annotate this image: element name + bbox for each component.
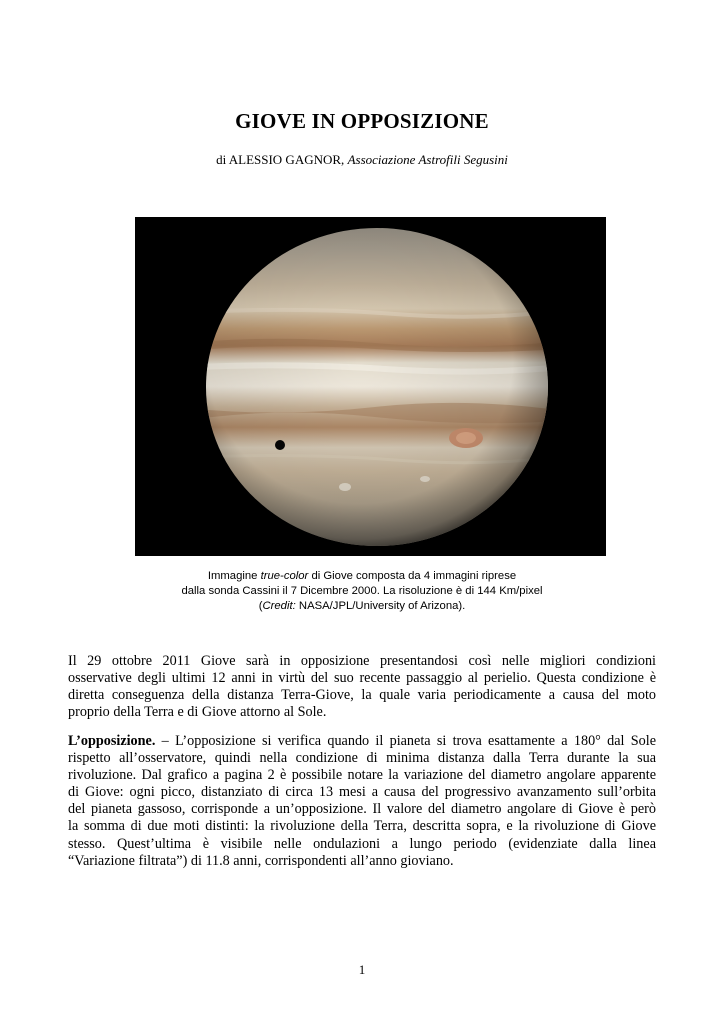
text-line: L’opposizione. – L’opposizione si verifica quando il pianeta si trova esattamente a 180° dal Sole — [68, 733, 656, 749]
caption-line: dalla sonda Cassini il 7 Dicembre 2000. La risoluzione è di 144 Km/pixel — [181, 585, 543, 597]
text-line: rivoluzione. Dal grafico a pagina 2 è possibile notare la variazione del diametro angolare apparente — [68, 767, 656, 784]
text-line: rispetto all’osservatore, quindi nella condizione di minima distanza dalla Terra durante la sua — [68, 750, 656, 767]
text-line: proprio della Terra e di Giove attorno al Sole. — [68, 704, 327, 721]
paragraph-opposition — [68, 733, 656, 870]
text-line: di Giove: ogni picco, distanziato di circa 13 mesi a causa del progressivo avanzamento sull’orbita — [68, 784, 656, 801]
text-line: del pianeta gassoso, corrisponde a un’opposizione. Il valore del diametro angolare di Giove è però — [68, 801, 656, 818]
moon-shadow — [275, 440, 285, 450]
jupiter-planet-illustration — [135, 217, 606, 556]
text-line: osservative degli ultimi 12 anni in virtù del suo recente passaggio al perielio. Questa condizione è — [68, 670, 656, 687]
caption-line: (Credit: NASA/JPL/University of Arizona). — [258, 600, 466, 612]
author-name: di ALESSIO GAGNOR, — [216, 152, 345, 167]
text-line: “Variazione filtrata”) di 11.8 anni, corrispondenti all’anno gioviano. — [68, 852, 454, 869]
section-lead: L’opposizione. — [68, 733, 156, 749]
byline — [0, 152, 724, 168]
paragraph-intro — [68, 653, 656, 721]
figure-caption — [120, 569, 604, 614]
caption-line: Immagine true-color di Giove composta da 4 immagini riprese — [207, 570, 517, 582]
text-line: stesso. Quest’ultima è visibile nelle ondulazioni a lungo periodo (evidenziate dalla linea — [68, 835, 656, 852]
author-organization: Associazione Astrofili Segusini — [347, 152, 508, 167]
text-line: Il 29 ottobre 2011 Giove sarà in opposizione presentandosi così nelle migliori condizioni — [68, 653, 656, 669]
text-line: diretta conseguenza della distanza Terra-Giove, la quale varia periodicamente a causa del moto — [68, 687, 656, 704]
page-title: GIOVE IN OPPOSIZIONE — [235, 109, 489, 133]
page-number: 1 — [358, 962, 366, 977]
jupiter-image — [135, 217, 606, 556]
text-line: la somma di due moti distinti: la rivoluzione della Terra, descritta sopra, e la rivoluzione di Giove — [68, 818, 656, 835]
